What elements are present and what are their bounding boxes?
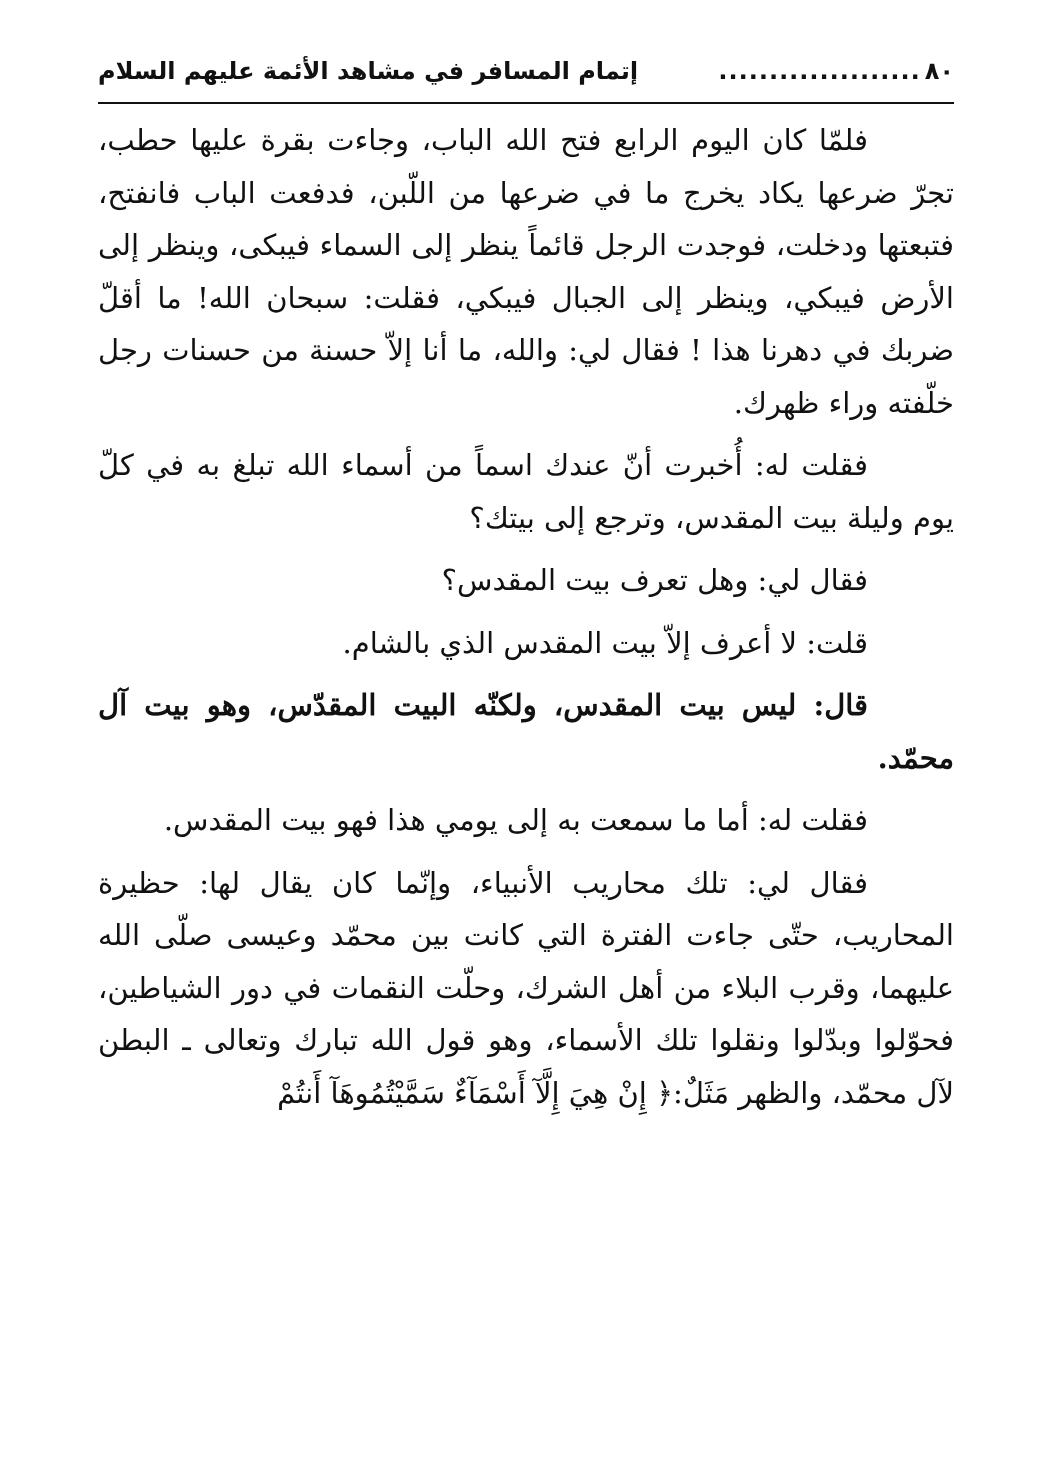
book-page	[98, 40, 954, 1129]
paragraph: فقال لي: وهل تعرف بيت المقدس؟	[441, 563, 868, 597]
page-body	[98, 114, 954, 1119]
book-title: إتمام المسافر في مشاهد الأئمة عليهم السلام	[98, 57, 639, 85]
paragraph: فلمّا كان اليوم الرابع فتح الله الباب، وجاءت بقرة عليها حطب، تجرّ ضرعها يكاد يخرج ما في ضرعها من اللّبن، فدفعت الباب فانفتح، فتبعتها ودخلت، فوجدت الرجل قائماً ينظر إلى السماء فيبكى، وينظر إلى الأرض فيبكي، وينظر إلى الجبال فيبكي، فقلت: سبحان الله! ما أقلّ ضربك في دهرنا هذا ! فقال لي: والله، ما أنا إلاّ حسنة من حسنات رجل خلّفته وراء ظهرك.	[98, 123, 954, 420]
page-number: ٨٠	[924, 57, 954, 85]
paragraph: فقلت له: أما ما سمعت به إلى يومي هذا فهو بيت المقدس.	[163, 803, 868, 837]
paragraph: فقال لي: تلك محاريب الأنبياء، وإنّما كان يقال لها: حظيرة المحاريب، حتّى جاءت الفترة التي كانت بين محمّد وعيسى صلّى الله عليهما، وقرب البلاء من أهل الشرك، وحلّت النقمات في دور الشياطين، فحوّلوا وبدّلوا ونقلوا تلك الأسماء، وهو قول الله تبارك وتعالى ـ البطن لآل محمّد، والظهر مَثَلٌ:﴿ إِنْ هِيَ إِلَّآ أَسْمَآءٌ سَمَّيْتُمُوهَآ أَنتُمْ	[98, 865, 954, 1110]
leader-dots: ....................	[718, 57, 921, 85]
paragraph: قلت: لا أعرف إلاّ بيت المقدس الذي بالشام.	[342, 625, 868, 660]
running-header	[98, 40, 954, 104]
paragraph: فقلت له: أُخبرت أنّ عندك اسماً من أسماء الله تبلغ به في كلّ يوم وليلة بيت المقدس، وترجع إلى بيتك؟	[98, 448, 954, 535]
paragraph: قال: ليس بيت المقدس، ولكنّه البيت المقدّس، وهو بيت آل محمّد.	[98, 688, 954, 775]
